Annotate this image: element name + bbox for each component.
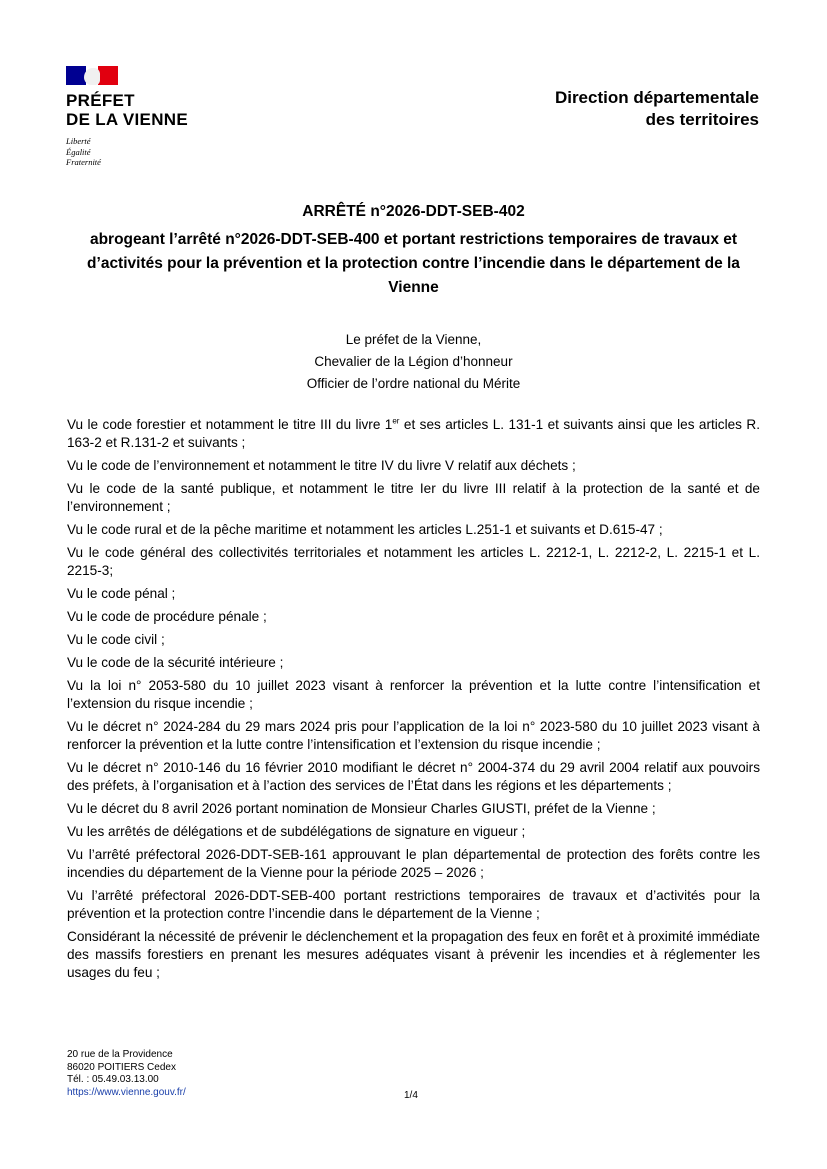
direction-line-2: des territoires — [645, 110, 759, 129]
visa-paragraph: Vu le code pénal ; — [67, 586, 176, 601]
logo-title — [66, 91, 206, 129]
visa-paragraph: Vu le code rural et de la pêche maritime et notamment les articles L.251-1 et suivants et D.615-47 ; — [67, 522, 663, 537]
visa-paragraph: Vu le code forestier et notamment le titre III du livre 1er et ses articles L. 131-1 et suivants ainsi que les articles R. 163-2 et R.131-2 et suivants ; — [67, 416, 760, 450]
considering-paragraph: Considérant la nécessité de prévenir le déclenchement et la propagation des feux en forêt et à proximité immédiate des massifs forestiers en prenant les mesures adéquates visant à prévenir les incendies et à réglementer les usages du feu ; — [67, 929, 760, 980]
footer-street: 20 rue de la Providence — [67, 1049, 173, 1060]
visa-paragraph: Vu le code de la sécurité intérieure ; — [67, 655, 284, 670]
logo-line-1: PRÉFET — [66, 91, 135, 110]
page-number: 1/4 — [404, 1090, 418, 1101]
motto-fraternite: Fraternité — [66, 157, 101, 167]
footer-city: 86020 POITIERS Cedex — [67, 1061, 176, 1073]
decree-subject: abrogeant l’arrêté n°2026-DDT-SEB-400 et portant restrictions temporaires de travaux et d’activités pour la prévention et la protection contre l’incendie dans le département de la Vienne — [87, 231, 740, 296]
visa-paragraph: Vu le décret n° 2024-284 du 29 mars 2024 pris pour l’application de la loi n° 2023-580 du 10 juillet 2023 visant à renforcer la prévention et la lutte contre l’intensification et l’extension du risque incendie ; — [67, 719, 760, 752]
issuing-direction — [555, 87, 759, 131]
visa-paragraph: Vu le code civil ; — [67, 632, 165, 647]
visa-paragraph: Vu la loi n° 2053-580 du 10 juillet 2023 visant à renforcer la prévention et la lutte contre l’intensification et l’extension du risque incendie ; — [67, 678, 760, 711]
signatory-line: Le préfet de la Vienne, — [345, 332, 482, 347]
visa-paragraph: Vu le code de procédure pénale ; — [67, 609, 267, 624]
prefecture-logo — [66, 66, 206, 168]
marianne-flag-icon — [66, 66, 118, 85]
motto-egalite: Égalité — [66, 146, 91, 157]
visa-paragraph: Vu les arrêtés de délégations et de subdélégations de signature en vigueur ; — [67, 824, 526, 839]
website-link[interactable]: https://www.vienne.gouv.fr/ — [67, 1086, 186, 1098]
signatory-block — [60, 329, 767, 395]
republic-motto — [66, 136, 206, 168]
signatory-line: Officier de l’ordre national du Mérite — [306, 376, 521, 391]
decree-body — [67, 416, 760, 987]
footer-phone: Tél. : 05.49.03.13.00 — [67, 1074, 159, 1085]
direction-line-1: Direction départementale — [554, 88, 759, 107]
motto-liberte: Liberté — [66, 136, 91, 146]
decree-number: ARRÊTÉ n°2026-DDT-SEB-402 — [302, 203, 525, 220]
visa-paragraph: Vu le décret n° 2010-146 du 16 février 2010 modifiant le décret n° 2004-374 du 29 avril 2004 relatif aux pouvoirs des préfets, à l’organisation et à l’action des services de l’État dans les régions et les départements ; — [67, 760, 760, 793]
visa-paragraph: Vu l’arrêté préfectoral 2026-DDT-SEB-161 approuvant le plan départemental de protection des forêts contre les incendies du département de la Vienne pour la période 2025 – 2026 ; — [67, 847, 760, 880]
signatory-line: Chevalier de la Légion d’honneur — [314, 354, 513, 369]
visa-paragraph: Vu le code général des collectivités territoriales et notamment les articles L. 2212-1, L. 2212-2, L. 2215-1 et L. 2215-3; — [67, 545, 760, 578]
footer-address — [67, 1049, 186, 1099]
visa-paragraph: Vu le code de l’environnement et notamment le titre IV du livre V relatif aux déchets ; — [67, 458, 576, 473]
visa-paragraph: Vu le décret du 8 avril 2026 portant nomination de Monsieur Charles GIUSTI, préfet de la Vienne ; — [67, 801, 656, 816]
decree-title — [60, 200, 767, 300]
logo-line-2: DE LA VIENNE — [66, 110, 188, 129]
visa-paragraph: Vu le code de la santé publique, et notamment le titre Ier du livre III relatif à la protection de la santé et de l’environnement ; — [67, 481, 760, 514]
visa-paragraph: Vu l’arrêté préfectoral 2026-DDT-SEB-400 portant restrictions temporaires de travaux et d’activités pour la prévention et la protection contre l’incendie dans le département de la Vienne ; — [67, 888, 760, 921]
